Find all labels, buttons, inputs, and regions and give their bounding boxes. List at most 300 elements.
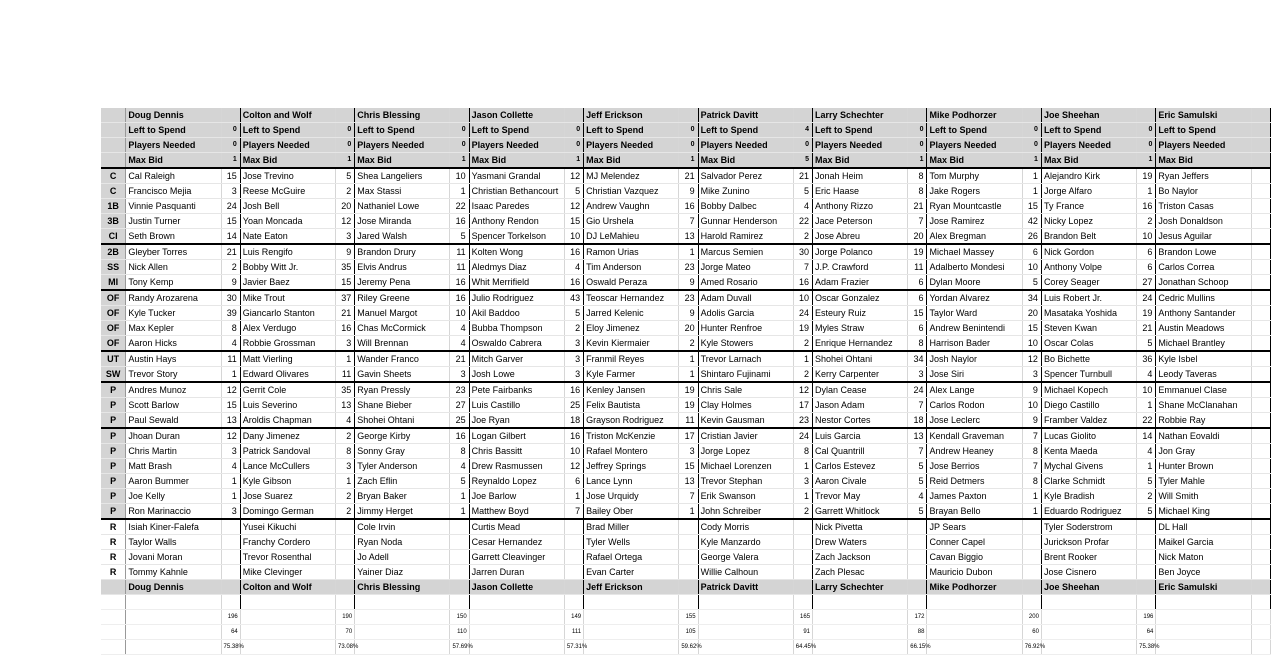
player-name-cell[interactable]: Brandon Lowe bbox=[1156, 244, 1251, 260]
summary-value-cell[interactable]: 57.69% bbox=[450, 640, 469, 655]
player-name-cell[interactable]: Lance McCullers bbox=[240, 459, 335, 474]
player-name-cell[interactable]: Jon Gray bbox=[1156, 444, 1251, 459]
reserve-player-cell[interactable]: George Valera bbox=[698, 550, 793, 565]
summary-value-cell[interactable]: 73.08% bbox=[335, 640, 354, 655]
player-salary-cell[interactable] bbox=[1251, 459, 1270, 474]
player-salary-cell[interactable]: 16 bbox=[450, 214, 469, 229]
footer-blank-cell[interactable] bbox=[335, 580, 354, 595]
player-name-cell[interactable]: Clarke Schmidt bbox=[1041, 474, 1136, 489]
team-name-cell[interactable]: Eric Samulski bbox=[1156, 108, 1251, 123]
left-to-spend-cell-label[interactable]: Left to Spend bbox=[126, 123, 221, 138]
left-to-spend-cell-value[interactable]: 0 bbox=[335, 123, 354, 138]
player-salary-cell[interactable]: 2 bbox=[1137, 489, 1156, 504]
player-name-cell[interactable]: Gavin Sheets bbox=[355, 367, 450, 383]
reserve-player-cell[interactable]: Kyle Manzardo bbox=[698, 535, 793, 550]
player-name-cell[interactable]: Grayson Rodriguez bbox=[584, 413, 679, 429]
player-salary-cell[interactable]: 4 bbox=[1137, 367, 1156, 383]
max-bid-cell-value[interactable]: 1 bbox=[450, 153, 469, 169]
player-salary-cell[interactable]: 1 bbox=[335, 474, 354, 489]
player-name-cell[interactable]: Bo Bichette bbox=[1041, 351, 1136, 367]
player-name-cell[interactable]: Max Stassi bbox=[355, 184, 450, 199]
summary-value-cell[interactable]: 200 bbox=[1022, 610, 1041, 625]
player-name-cell[interactable]: Luis Severino bbox=[240, 398, 335, 413]
player-name-cell[interactable]: Matthew Boyd bbox=[469, 504, 564, 520]
players-needed-cell-value[interactable]: 0 bbox=[908, 138, 927, 153]
reserve-blank-cell[interactable] bbox=[450, 519, 469, 535]
player-name-cell[interactable]: Domingo German bbox=[240, 504, 335, 520]
player-salary-cell[interactable]: 11 bbox=[908, 260, 927, 275]
player-salary-cell[interactable]: 21 bbox=[908, 199, 927, 214]
player-name-cell[interactable]: Tom Murphy bbox=[927, 168, 1022, 184]
player-salary-cell[interactable] bbox=[1251, 398, 1270, 413]
reserve-player-cell[interactable]: Zach Plesac bbox=[813, 565, 908, 580]
player-name-cell[interactable]: Kevin Kiermaier bbox=[584, 336, 679, 352]
player-salary-cell[interactable]: 36 bbox=[1137, 351, 1156, 367]
reserve-player-cell[interactable]: Evan Carter bbox=[584, 565, 679, 580]
player-name-cell[interactable]: Kyle Farmer bbox=[584, 367, 679, 383]
player-name-cell[interactable]: Aaron Bummer bbox=[126, 474, 221, 489]
player-name-cell[interactable]: Oswald Peraza bbox=[584, 275, 679, 291]
reserve-blank-cell[interactable] bbox=[679, 550, 698, 565]
team-name-cell[interactable]: Doug Dennis bbox=[126, 108, 221, 123]
player-salary-cell[interactable]: 3 bbox=[221, 184, 240, 199]
blank-cell[interactable] bbox=[584, 640, 679, 655]
corner-cell[interactable] bbox=[101, 138, 126, 153]
player-name-cell[interactable]: Brayan Bello bbox=[927, 504, 1022, 520]
reserve-blank-cell[interactable] bbox=[793, 535, 812, 550]
reserve-player-cell[interactable]: Garrett Cleavinger bbox=[469, 550, 564, 565]
player-salary-cell[interactable]: 25 bbox=[450, 413, 469, 429]
team-name-cell[interactable]: Colton and Wolf bbox=[240, 108, 335, 123]
player-salary-cell[interactable]: 16 bbox=[450, 290, 469, 306]
player-salary-cell[interactable] bbox=[1251, 489, 1270, 504]
player-salary-cell[interactable]: 6 bbox=[908, 321, 927, 336]
player-name-cell[interactable]: Emmanuel Clase bbox=[1156, 382, 1251, 398]
footer-blank-cell[interactable] bbox=[1137, 580, 1156, 595]
player-name-cell[interactable]: Joe Kelly bbox=[126, 489, 221, 504]
player-name-cell[interactable]: John Schreiber bbox=[698, 504, 793, 520]
player-salary-cell[interactable]: 8 bbox=[1022, 474, 1041, 489]
reserve-blank-cell[interactable] bbox=[221, 565, 240, 580]
player-name-cell[interactable]: Nick Gordon bbox=[1041, 244, 1136, 260]
blank-cell[interactable] bbox=[813, 640, 908, 655]
player-salary-cell[interactable]: 11 bbox=[679, 413, 698, 429]
player-salary-cell[interactable]: 4 bbox=[793, 199, 812, 214]
reserve-player-cell[interactable]: Curtis Mead bbox=[469, 519, 564, 535]
player-name-cell[interactable]: Will Smith bbox=[1156, 489, 1251, 504]
player-salary-cell[interactable]: 1 bbox=[679, 351, 698, 367]
player-name-cell[interactable]: Anthony Rendon bbox=[469, 214, 564, 229]
player-salary-cell[interactable]: 1 bbox=[793, 489, 812, 504]
player-name-cell[interactable]: Kenley Jansen bbox=[584, 382, 679, 398]
player-name-cell[interactable]: Jace Peterson bbox=[813, 214, 908, 229]
blank-cell[interactable] bbox=[1156, 640, 1251, 655]
reserve-blank-cell[interactable] bbox=[335, 550, 354, 565]
player-name-cell[interactable]: DJ LeMahieu bbox=[584, 229, 679, 245]
player-name-cell[interactable]: Nate Eaton bbox=[240, 229, 335, 245]
header-blank-cell[interactable] bbox=[1251, 108, 1270, 123]
left-to-spend-cell-value[interactable] bbox=[1251, 123, 1270, 138]
team-name-cell[interactable]: Larry Schechter bbox=[813, 108, 908, 123]
player-name-cell[interactable]: Vinnie Pasquanti bbox=[126, 199, 221, 214]
reserve-player-cell[interactable]: Zach Jackson bbox=[813, 550, 908, 565]
player-salary-cell[interactable]: 11 bbox=[221, 351, 240, 367]
player-salary-cell[interactable]: 21 bbox=[1137, 321, 1156, 336]
reserve-blank-cell[interactable] bbox=[793, 519, 812, 535]
players-needed-cell-value[interactable]: 0 bbox=[793, 138, 812, 153]
player-salary-cell[interactable]: 12 bbox=[221, 382, 240, 398]
player-salary-cell[interactable]: 7 bbox=[564, 504, 583, 520]
player-name-cell[interactable]: Salvador Perez bbox=[698, 168, 793, 184]
summary-value-cell[interactable] bbox=[1251, 640, 1270, 655]
left-to-spend-cell-value[interactable]: 0 bbox=[221, 123, 240, 138]
player-name-cell[interactable]: Javier Baez bbox=[240, 275, 335, 291]
player-name-cell[interactable]: Josh Naylor bbox=[927, 351, 1022, 367]
player-name-cell[interactable]: Scott Barlow bbox=[126, 398, 221, 413]
player-salary-cell[interactable]: 15 bbox=[908, 306, 927, 321]
summary-value-cell[interactable]: 91 bbox=[793, 625, 812, 640]
reserve-blank-cell[interactable] bbox=[793, 565, 812, 580]
player-name-cell[interactable]: Clay Holmes bbox=[698, 398, 793, 413]
player-name-cell[interactable]: Patrick Sandoval bbox=[240, 444, 335, 459]
position-label[interactable]: R bbox=[101, 565, 126, 580]
summary-value-cell[interactable]: 64 bbox=[221, 625, 240, 640]
player-salary-cell[interactable] bbox=[1251, 504, 1270, 520]
player-salary-cell[interactable]: 13 bbox=[679, 229, 698, 245]
player-salary-cell[interactable]: 9 bbox=[679, 275, 698, 291]
blank-cell[interactable] bbox=[927, 610, 1022, 625]
player-salary-cell[interactable]: 3 bbox=[1022, 367, 1041, 383]
player-name-cell[interactable]: Joe Ryan bbox=[469, 413, 564, 429]
player-salary-cell[interactable]: 3 bbox=[450, 367, 469, 383]
player-salary-cell[interactable]: 2 bbox=[793, 336, 812, 352]
player-salary-cell[interactable]: 18 bbox=[564, 413, 583, 429]
position-label[interactable]: P bbox=[101, 504, 126, 520]
max-bid-cell-value[interactable]: 1 bbox=[1137, 153, 1156, 169]
blank-cell[interactable] bbox=[698, 640, 793, 655]
player-name-cell[interactable]: Ramon Urias bbox=[584, 244, 679, 260]
player-salary-cell[interactable]: 16 bbox=[793, 275, 812, 291]
position-label[interactable]: OF bbox=[101, 321, 126, 336]
blank-cell[interactable] bbox=[240, 595, 335, 610]
reserve-player-cell[interactable]: Mike Clevinger bbox=[240, 565, 335, 580]
position-label[interactable]: P bbox=[101, 382, 126, 398]
reserve-blank-cell[interactable] bbox=[1251, 519, 1270, 535]
player-name-cell[interactable]: Gunnar Henderson bbox=[698, 214, 793, 229]
player-name-cell[interactable]: Josh Bell bbox=[240, 199, 335, 214]
player-salary-cell[interactable]: 14 bbox=[1137, 428, 1156, 444]
reserve-player-cell[interactable]: Jarren Duran bbox=[469, 565, 564, 580]
blank-cell[interactable] bbox=[698, 625, 793, 640]
player-salary-cell[interactable]: 19 bbox=[679, 382, 698, 398]
reserve-blank-cell[interactable] bbox=[450, 565, 469, 580]
summary-value-cell[interactable]: 110 bbox=[450, 625, 469, 640]
team-name-footer[interactable]: Patrick Davitt bbox=[698, 580, 793, 595]
player-name-cell[interactable]: Mychal Givens bbox=[1041, 459, 1136, 474]
player-name-cell[interactable]: Bryan Baker bbox=[355, 489, 450, 504]
player-name-cell[interactable]: Ryan Jeffers bbox=[1156, 168, 1251, 184]
reserve-player-cell[interactable]: Trevor Rosenthal bbox=[240, 550, 335, 565]
player-name-cell[interactable]: Garrett Whitlock bbox=[813, 504, 908, 520]
player-salary-cell[interactable]: 24 bbox=[793, 306, 812, 321]
player-salary-cell[interactable]: 15 bbox=[221, 168, 240, 184]
player-salary-cell[interactable]: 8 bbox=[221, 321, 240, 336]
player-name-cell[interactable]: Nick Allen bbox=[126, 260, 221, 275]
left-to-spend-cell-value[interactable]: 0 bbox=[450, 123, 469, 138]
player-name-cell[interactable]: Bubba Thompson bbox=[469, 321, 564, 336]
position-label[interactable]: R bbox=[101, 550, 126, 565]
player-name-cell[interactable]: Josh Lowe bbox=[469, 367, 564, 383]
player-salary-cell[interactable]: 2 bbox=[335, 504, 354, 520]
player-salary-cell[interactable]: 1 bbox=[450, 489, 469, 504]
left-to-spend-cell-value[interactable]: 0 bbox=[1137, 123, 1156, 138]
player-name-cell[interactable]: Kyle Gibson bbox=[240, 474, 335, 489]
player-name-cell[interactable]: Edward Olivares bbox=[240, 367, 335, 383]
player-salary-cell[interactable]: 8 bbox=[793, 444, 812, 459]
player-salary-cell[interactable]: 10 bbox=[1137, 382, 1156, 398]
player-name-cell[interactable]: Trevor Story bbox=[126, 367, 221, 383]
blank-cell[interactable] bbox=[813, 595, 908, 610]
reserve-blank-cell[interactable] bbox=[1022, 565, 1041, 580]
reserve-blank-cell[interactable] bbox=[1251, 535, 1270, 550]
reserve-blank-cell[interactable] bbox=[1022, 550, 1041, 565]
player-name-cell[interactable]: Tim Anderson bbox=[584, 260, 679, 275]
player-name-cell[interactable]: Tyler Mahle bbox=[1156, 474, 1251, 489]
player-name-cell[interactable]: Harold Ramirez bbox=[698, 229, 793, 245]
player-name-cell[interactable]: Erik Swanson bbox=[698, 489, 793, 504]
left-to-spend-cell-value[interactable]: 0 bbox=[1022, 123, 1041, 138]
player-salary-cell[interactable]: 19 bbox=[1137, 168, 1156, 184]
header-blank-cell[interactable] bbox=[908, 108, 927, 123]
left-to-spend-cell-label[interactable]: Left to Spend bbox=[584, 123, 679, 138]
reserve-player-cell[interactable]: Yusei Kikuchi bbox=[240, 519, 335, 535]
players-needed-cell-value[interactable]: 0 bbox=[564, 138, 583, 153]
player-salary-cell[interactable]: 5 bbox=[335, 168, 354, 184]
player-name-cell[interactable]: Reynaldo Lopez bbox=[469, 474, 564, 489]
players-needed-cell-label[interactable]: Players Needed bbox=[126, 138, 221, 153]
player-salary-cell[interactable] bbox=[1251, 275, 1270, 291]
reserve-player-cell[interactable]: Willie Calhoun bbox=[698, 565, 793, 580]
reserve-player-cell[interactable]: JP Sears bbox=[927, 519, 1022, 535]
player-salary-cell[interactable]: 12 bbox=[793, 382, 812, 398]
player-salary-cell[interactable] bbox=[1251, 244, 1270, 260]
player-name-cell[interactable]: Randy Arozarena bbox=[126, 290, 221, 306]
player-salary-cell[interactable]: 19 bbox=[793, 321, 812, 336]
player-name-cell[interactable]: Taylor Ward bbox=[927, 306, 1022, 321]
players-needed-cell-value[interactable]: 0 bbox=[335, 138, 354, 153]
player-salary-cell[interactable]: 4 bbox=[335, 413, 354, 429]
player-name-cell[interactable]: Spencer Turnbull bbox=[1041, 367, 1136, 383]
reserve-player-cell[interactable]: Brent Rooker bbox=[1041, 550, 1136, 565]
team-name-cell[interactable]: Jason Collette bbox=[469, 108, 564, 123]
reserve-player-cell[interactable]: Conner Capel bbox=[927, 535, 1022, 550]
player-name-cell[interactable]: Adam Duvall bbox=[698, 290, 793, 306]
blank-cell[interactable] bbox=[698, 610, 793, 625]
player-salary-cell[interactable]: 1 bbox=[1137, 184, 1156, 199]
player-name-cell[interactable]: Triston Casas bbox=[1156, 199, 1251, 214]
summary-value-cell[interactable] bbox=[1251, 610, 1270, 625]
position-label[interactable]: MI bbox=[101, 275, 126, 291]
blank-cell[interactable] bbox=[793, 595, 812, 610]
player-name-cell[interactable]: Andrew Heaney bbox=[927, 444, 1022, 459]
position-label[interactable]: OF bbox=[101, 336, 126, 352]
player-salary-cell[interactable]: 5 bbox=[908, 504, 927, 520]
player-salary-cell[interactable]: 2 bbox=[335, 428, 354, 444]
blank-cell[interactable] bbox=[1041, 640, 1136, 655]
blank-cell[interactable] bbox=[469, 625, 564, 640]
reserve-player-cell[interactable]: Mauricio Dubon bbox=[927, 565, 1022, 580]
player-name-cell[interactable]: Max Kepler bbox=[126, 321, 221, 336]
player-name-cell[interactable]: Kyle Tucker bbox=[126, 306, 221, 321]
reserve-player-cell[interactable]: Jovani Moran bbox=[126, 550, 221, 565]
player-salary-cell[interactable]: 1 bbox=[221, 474, 240, 489]
player-salary-cell[interactable]: 4 bbox=[1137, 444, 1156, 459]
summary-value-cell[interactable]: 64.45% bbox=[793, 640, 812, 655]
players-needed-cell-value[interactable]: 0 bbox=[1137, 138, 1156, 153]
blank-cell[interactable] bbox=[584, 610, 679, 625]
max-bid-cell-value[interactable]: 1 bbox=[564, 153, 583, 169]
blank-cell[interactable] bbox=[101, 625, 126, 640]
player-salary-cell[interactable]: 3 bbox=[221, 504, 240, 520]
player-name-cell[interactable]: Matt Vierling bbox=[240, 351, 335, 367]
team-name-footer[interactable]: Doug Dennis bbox=[126, 580, 221, 595]
header-blank-cell[interactable] bbox=[335, 108, 354, 123]
player-name-cell[interactable]: Jose Miranda bbox=[355, 214, 450, 229]
max-bid-cell-value[interactable] bbox=[1251, 153, 1270, 169]
player-name-cell[interactable]: Austin Hays bbox=[126, 351, 221, 367]
player-name-cell[interactable]: Anthony Santander bbox=[1156, 306, 1251, 321]
player-salary-cell[interactable]: 5 bbox=[564, 184, 583, 199]
reserve-blank-cell[interactable] bbox=[335, 519, 354, 535]
player-name-cell[interactable]: Ryan Pressly bbox=[355, 382, 450, 398]
blank-cell[interactable] bbox=[564, 595, 583, 610]
player-name-cell[interactable]: Carlos Estevez bbox=[813, 459, 908, 474]
player-name-cell[interactable]: Carlos Rodon bbox=[927, 398, 1022, 413]
player-name-cell[interactable]: Shane McClanahan bbox=[1156, 398, 1251, 413]
blank-cell[interactable] bbox=[1156, 595, 1251, 610]
player-salary-cell[interactable]: 24 bbox=[908, 382, 927, 398]
reserve-blank-cell[interactable] bbox=[564, 550, 583, 565]
player-name-cell[interactable]: Diego Castillo bbox=[1041, 398, 1136, 413]
player-salary-cell[interactable]: 1 bbox=[793, 351, 812, 367]
reserve-player-cell[interactable]: Drew Waters bbox=[813, 535, 908, 550]
blank-cell[interactable] bbox=[1156, 625, 1251, 640]
blank-cell[interactable] bbox=[101, 595, 126, 610]
left-to-spend-cell-label[interactable]: Left to Spend bbox=[927, 123, 1022, 138]
player-name-cell[interactable]: Teoscar Hernandez bbox=[584, 290, 679, 306]
team-name-footer[interactable]: Mike Podhorzer bbox=[927, 580, 1022, 595]
player-salary-cell[interactable]: 10 bbox=[1022, 398, 1041, 413]
team-name-cell[interactable]: Patrick Davitt bbox=[698, 108, 793, 123]
summary-value-cell[interactable]: 59.62% bbox=[679, 640, 698, 655]
player-salary-cell[interactable]: 1 bbox=[221, 367, 240, 383]
summary-value-cell[interactable]: 88 bbox=[908, 625, 927, 640]
blank-cell[interactable] bbox=[240, 640, 335, 655]
player-name-cell[interactable]: Chas McCormick bbox=[355, 321, 450, 336]
player-name-cell[interactable]: Aledmys Diaz bbox=[469, 260, 564, 275]
player-name-cell[interactable]: Pete Fairbanks bbox=[469, 382, 564, 398]
player-salary-cell[interactable]: 6 bbox=[1022, 244, 1041, 260]
reserve-blank-cell[interactable] bbox=[335, 565, 354, 580]
player-salary-cell[interactable] bbox=[1251, 336, 1270, 352]
player-name-cell[interactable]: Reid Detmers bbox=[927, 474, 1022, 489]
player-salary-cell[interactable]: 12 bbox=[564, 199, 583, 214]
player-name-cell[interactable]: Oscar Gonzalez bbox=[813, 290, 908, 306]
player-name-cell[interactable]: Matt Brash bbox=[126, 459, 221, 474]
player-salary-cell[interactable] bbox=[1251, 444, 1270, 459]
max-bid-cell-label[interactable]: Max Bid bbox=[584, 153, 679, 169]
player-salary-cell[interactable]: 2 bbox=[221, 260, 240, 275]
player-name-cell[interactable]: Aroldis Chapman bbox=[240, 413, 335, 429]
blank-cell[interactable] bbox=[335, 595, 354, 610]
blank-cell[interactable] bbox=[927, 595, 1022, 610]
player-name-cell[interactable]: Paul Sewald bbox=[126, 413, 221, 429]
player-salary-cell[interactable]: 16 bbox=[1137, 199, 1156, 214]
blank-cell[interactable] bbox=[1041, 610, 1136, 625]
player-salary-cell[interactable] bbox=[1251, 290, 1270, 306]
player-salary-cell[interactable]: 9 bbox=[1022, 413, 1041, 429]
footer-blank-cell[interactable] bbox=[564, 580, 583, 595]
player-salary-cell[interactable]: 4 bbox=[450, 459, 469, 474]
max-bid-cell-value[interactable]: 1 bbox=[1022, 153, 1041, 169]
reserve-player-cell[interactable]: Rafael Ortega bbox=[584, 550, 679, 565]
player-name-cell[interactable]: Luis Robert Jr. bbox=[1041, 290, 1136, 306]
player-salary-cell[interactable]: 4 bbox=[221, 459, 240, 474]
player-salary-cell[interactable]: 20 bbox=[1022, 306, 1041, 321]
player-name-cell[interactable]: Rafael Montero bbox=[584, 444, 679, 459]
reserve-blank-cell[interactable] bbox=[450, 550, 469, 565]
max-bid-cell-value[interactable]: 5 bbox=[793, 153, 812, 169]
player-name-cell[interactable]: Triston McKenzie bbox=[584, 428, 679, 444]
player-salary-cell[interactable] bbox=[1251, 413, 1270, 429]
player-name-cell[interactable]: Jarred Kelenic bbox=[584, 306, 679, 321]
summary-value-cell[interactable]: 105 bbox=[679, 625, 698, 640]
left-to-spend-cell-value[interactable]: 4 bbox=[793, 123, 812, 138]
corner-cell[interactable] bbox=[101, 153, 126, 169]
blank-cell[interactable] bbox=[221, 595, 240, 610]
player-salary-cell[interactable]: 1 bbox=[450, 504, 469, 520]
blank-cell[interactable] bbox=[927, 640, 1022, 655]
max-bid-cell-label[interactable]: Max Bid bbox=[240, 153, 335, 169]
player-salary-cell[interactable]: 11 bbox=[335, 367, 354, 383]
player-salary-cell[interactable]: 6 bbox=[564, 474, 583, 489]
summary-value-cell[interactable]: 190 bbox=[335, 610, 354, 625]
players-needed-cell-label[interactable]: Players Needed bbox=[927, 138, 1022, 153]
footer-blank-cell[interactable] bbox=[793, 580, 812, 595]
left-to-spend-cell-label[interactable]: Left to Spend bbox=[1041, 123, 1136, 138]
blank-cell[interactable] bbox=[813, 625, 908, 640]
position-label[interactable]: R bbox=[101, 535, 126, 550]
player-salary-cell[interactable]: 10 bbox=[1022, 336, 1041, 352]
player-salary-cell[interactable]: 1 bbox=[450, 184, 469, 199]
footer-blank-cell[interactable] bbox=[221, 580, 240, 595]
player-name-cell[interactable]: Jorge Mateo bbox=[698, 260, 793, 275]
player-salary-cell[interactable]: 17 bbox=[793, 398, 812, 413]
player-name-cell[interactable]: Seth Brown bbox=[126, 229, 221, 245]
player-salary-cell[interactable]: 14 bbox=[221, 229, 240, 245]
blank-cell[interactable] bbox=[469, 640, 564, 655]
player-salary-cell[interactable]: 1 bbox=[221, 489, 240, 504]
reserve-blank-cell[interactable] bbox=[564, 519, 583, 535]
player-name-cell[interactable]: Hunter Brown bbox=[1156, 459, 1251, 474]
position-label[interactable]: P bbox=[101, 474, 126, 489]
player-salary-cell[interactable]: 15 bbox=[1022, 321, 1041, 336]
blank-cell[interactable] bbox=[355, 625, 450, 640]
reserve-blank-cell[interactable] bbox=[221, 519, 240, 535]
player-salary-cell[interactable]: 8 bbox=[908, 168, 927, 184]
max-bid-cell-label[interactable]: Max Bid bbox=[126, 153, 221, 169]
player-salary-cell[interactable]: 5 bbox=[908, 474, 927, 489]
